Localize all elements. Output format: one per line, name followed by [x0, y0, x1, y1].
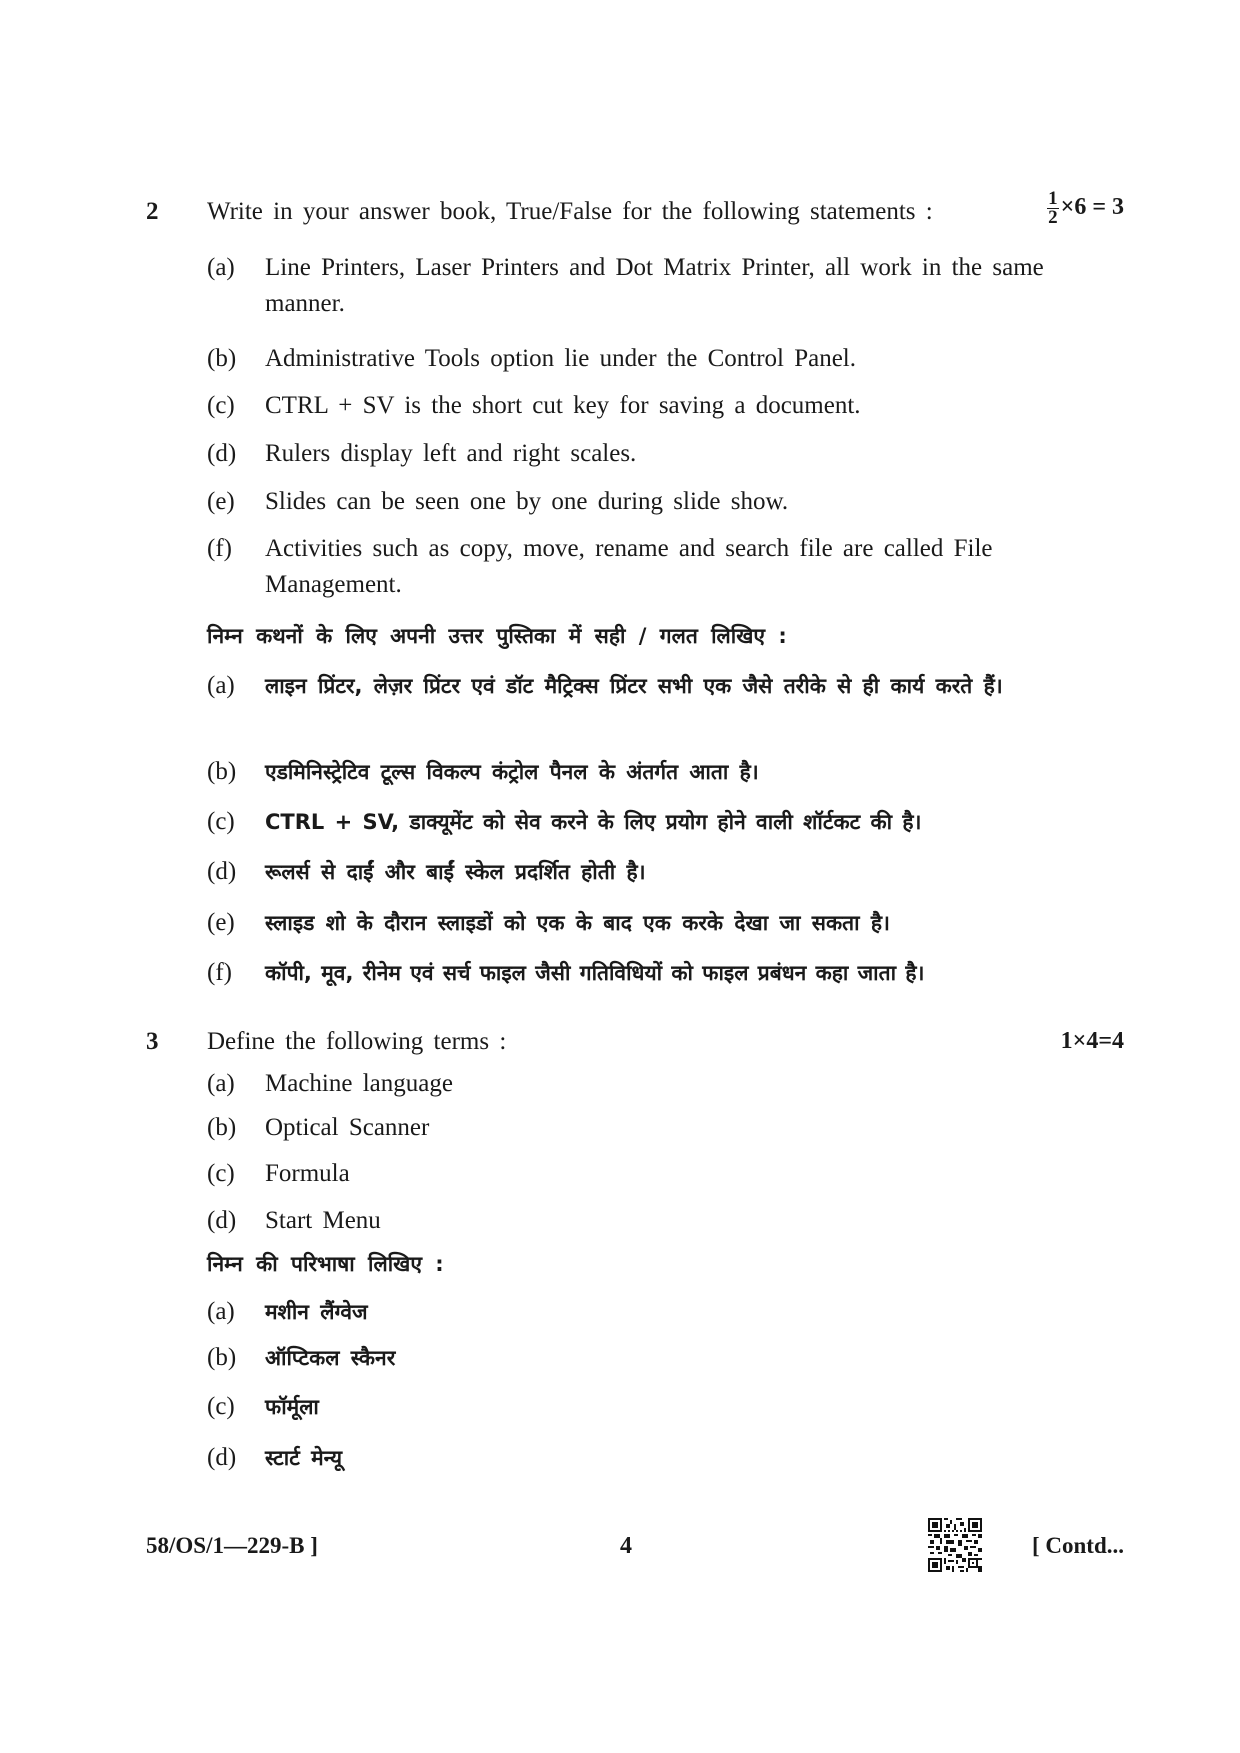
- q3-item-hi-d: (d) स्टार्ट मेन्यू: [207, 1444, 343, 1471]
- q2-item-en-d: (d) Rulers display left and right scales.: [207, 440, 637, 467]
- question-2-stem: Write in your answer book, True/False for the following statements :: [207, 198, 933, 225]
- q2-item-hi-b: (b) एडमिनिस्ट्रेटिव टूल्स विकल्प कंट्रोल पैनल के अंतर्गत आता है।: [207, 758, 759, 785]
- question-2-hindi-intro: निम्न कथनों के लिए अपनी उत्तर पुस्तिका में सही / गलत लिखिए :: [207, 624, 787, 648]
- question-3-hindi-intro: निम्न की परिभाषा लिखिए :: [207, 1252, 444, 1276]
- paper-code: 58/OS/1—229-B ]: [146, 1533, 318, 1558]
- q3-item-en-b: (b) Optical Scanner: [207, 1114, 430, 1141]
- question-2-number: 2: [146, 198, 159, 225]
- q2-item-en-a: (a) Line Printers, Laser Printers and Dot Matrix Printer, all work in the same manner.: [207, 254, 1044, 317]
- q2-item-en-c: (c) CTRL + SV is the short cut key for saving a document.: [207, 392, 861, 419]
- q3-item-hi-b: (b) ऑप्टिकल स्कैनर: [207, 1344, 396, 1371]
- q3-item-hi-c: (c) फॉर्मूला: [207, 1393, 319, 1420]
- q2-item-hi-c: (c) CTRL + SV, डाक्यूमेंट को सेव करने के लिए प्रयोग होने वाली शॉर्टकट की है।: [207, 808, 922, 835]
- continued-label: [ Contd...: [1031, 1533, 1124, 1558]
- q3-item-en-d: (d) Start Menu: [207, 1207, 381, 1234]
- q2-item-en-f: (f) Activities such as copy, move, rename and search file are called File Management.: [207, 535, 993, 598]
- q2-item-hi-e: (e) स्लाइड शो के दौरान स्लाइडों को एक के बाद एक करके देखा जा सकता है।: [207, 909, 890, 936]
- q2-item-hi-a: (a) लाइन प्रिंटर, लेज़र प्रिंटर एवं डॉट मैट्रिक्स प्रिंटर सभी एक जैसे तरीके से ही कार्य करते हैं।: [207, 672, 1003, 699]
- question-3-number: 3: [146, 1028, 159, 1055]
- q2-item-hi-d: (d) रूलर्स से दाईं और बाईं स्केल प्रदर्शित होती है।: [207, 858, 646, 885]
- q3-item-en-c: (c) Formula: [207, 1160, 350, 1187]
- question-3-stem: Define the following terms :: [207, 1028, 507, 1055]
- question-3-marks: 1×4=4: [1060, 1028, 1124, 1054]
- q3-item-en-a: (a) Machine language: [207, 1070, 453, 1097]
- q2-item-en-e: (e) Slides can be seen one by one during slide show.: [207, 488, 789, 515]
- q3-item-hi-a: (a) मशीन लैंग्वेज: [207, 1298, 368, 1325]
- q2-item-en-b: (b) Administrative Tools option lie under the Control Panel.: [207, 345, 857, 372]
- marks-fraction: $\frac{1}{2}$: [1048, 188, 1058, 228]
- q2-item-hi-f: (f) कॉपी, मूव, रीनेम एवं सर्च फाइल जैसी गतिविधियों को फाइल प्रबंधन कहा जाता है।: [207, 959, 925, 986]
- qr-code-icon: [928, 1518, 982, 1572]
- page-number: 4: [620, 1533, 632, 1559]
- question-2-marks: $\frac{1}{2}$ ×6 = 3: [1048, 188, 1124, 228]
